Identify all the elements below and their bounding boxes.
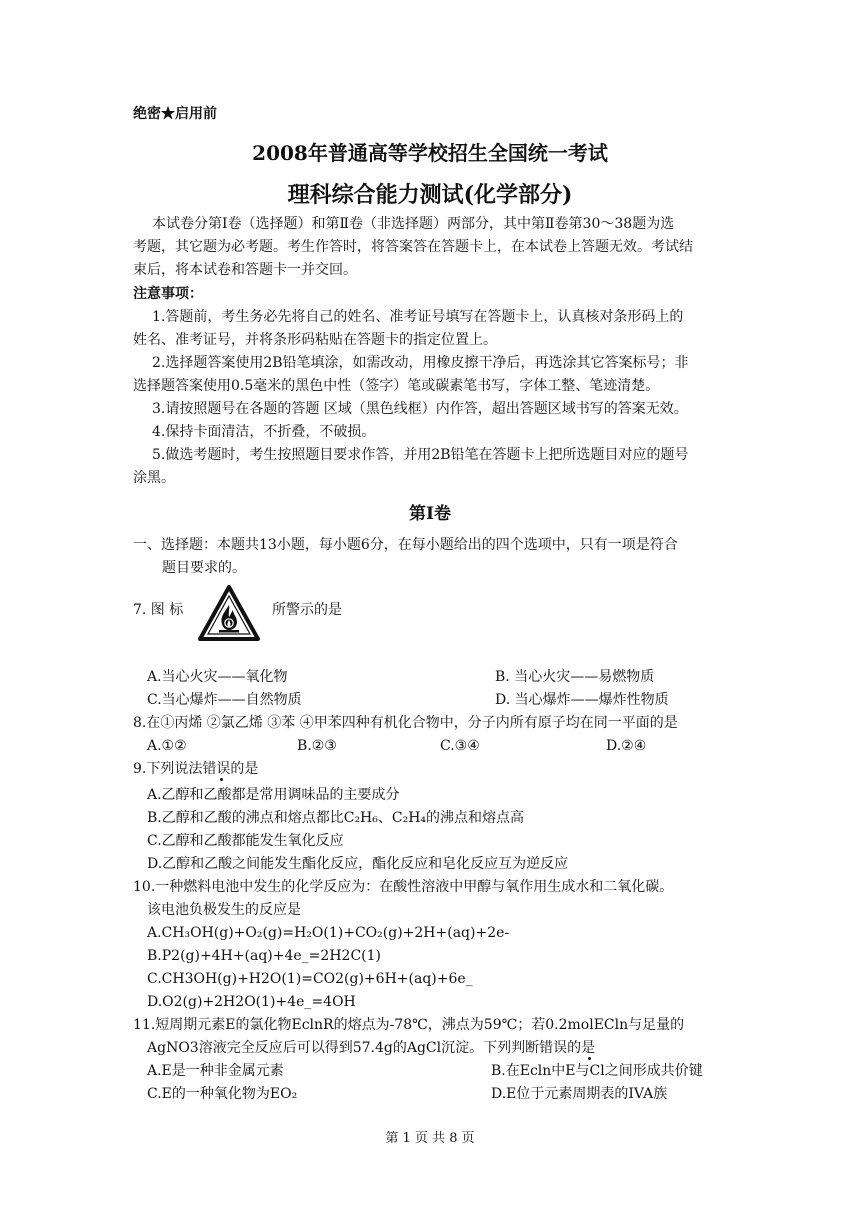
- exam-subtitle: 理科综合能力测试(化学部分): [287, 182, 573, 208]
- q7-suffix: 所警示的是: [272, 602, 342, 618]
- q11-option-d: D.E位于元素周期表的IVA族: [491, 1086, 668, 1102]
- emphasis-dot: [588, 1057, 591, 1060]
- exam-title: 2008年普通高等学校招生全国统一考试: [252, 141, 608, 165]
- note-line: 5.做选考题时，考生按照题目要求作答，并用2B铅笔在答题卡上把所选题目对应的题号: [152, 447, 689, 463]
- q10-stem: 10.一种燃料电池中发生的化学反应为：在酸性溶液中甲醇与氧作用生成水和二氧化碳。: [133, 879, 674, 895]
- q7-option-d: D. 当心爆炸——爆炸性物质: [495, 692, 669, 708]
- q10-option-c: C.CH3OH(g)+H2O(1)=CO2(g)+6H+(aq)+6e_: [147, 971, 473, 987]
- q8-option-b: B.②③: [297, 738, 337, 754]
- q11-stem-2: AgNO3溶液完全反应后可以得到57.4g的AgCl沉淀。下列判断错误的是: [147, 1040, 596, 1056]
- note-line: 2.选择题答案使用2B铅笔填涂，如需改动，用橡皮擦干净后，再选涂其它答案标号；非: [152, 355, 689, 371]
- section-title: 第Ⅰ卷: [409, 504, 451, 524]
- q8-option-a: A.①②: [147, 738, 187, 754]
- q10-option-b: B.P2(g)+4H+(aq)+4e_=2H2C(1): [147, 948, 381, 964]
- note-line: 选择题答案使用0.5毫米的黑色中性（签字）笔或碳素笔书写，字体工整、笔迹清楚。: [133, 378, 660, 394]
- q11-stem: 11.短周期元素E的氯化物EclnR的熔点为-78℃，沸点为59℃；若0.2molECln与足量的: [133, 1017, 685, 1033]
- q8-option-c: C.③④: [440, 738, 480, 754]
- intro-line: 束后，将本试卷和答题卡一并交回。: [133, 262, 357, 278]
- q7-option-c: C.当心爆炸——自然物质: [147, 692, 302, 708]
- q11-option-a: A.E是一种非金属元素: [147, 1063, 284, 1079]
- section-instruction: 一、选择题：本题共13小题，每小题6分，在每小题给出的四个选项中，只有一项是符合: [133, 537, 678, 553]
- emphasis-dot: [220, 778, 223, 781]
- q9-option-b: B.乙醇和乙酸的沸点和熔点都比C₂H₆、C₂H₄的沸点和熔点高: [147, 810, 525, 826]
- q10-option-d: D.O2(g)+2H2O(1)+4e_=4OH: [147, 994, 356, 1010]
- note-line: 姓名、准考证号，并将条形码粘贴在答题卡的指定位置上。: [133, 332, 497, 348]
- q7-prefix: 7. 图 标: [133, 602, 184, 618]
- intro-line: 考题，其它题为必考题。考生作答时，将答案答在答题卡上，在本试卷上答题无效。考试结: [133, 239, 693, 255]
- note-line: 1.答题前，考生务必先将自己的姓名、准考证号填写在答题卡上，认真核对条形码上的: [152, 309, 684, 325]
- q9-option-d: D.乙醇和乙酸之间能发生酯化反应，酯化反应和皂化反应互为逆反应: [147, 856, 569, 872]
- section-instruction: 题目要求的。: [162, 560, 246, 576]
- page-footer: 第 1 页 共 8 页: [385, 1131, 475, 1146]
- secret-label: 绝密★启用前: [133, 106, 217, 122]
- intro-line: 本试卷分第Ⅰ卷（选择题）和第Ⅱ卷（非选择题）两部分，其中第Ⅱ卷第30～38题为选: [152, 216, 675, 232]
- q10-option-a: A.CH₃OH(g)+O₂(g)=H₂O(1)+CO₂(g)+2H+(aq)+2e-: [147, 925, 510, 941]
- q8-stem: 8.在①丙烯 ②氯乙烯 ③苯 ④甲苯四种有机化合物中，分子内所有原子均在同一平面的是: [133, 715, 678, 731]
- q11-option-b: B.在Ecln中E与Cl之间形成共价键: [491, 1063, 703, 1079]
- q9-option-c: C.乙醇和乙酸都能发生氧化反应: [147, 833, 344, 849]
- q9-option-a: A.乙醇和乙酸都是常用调味品的主要成分: [147, 787, 400, 803]
- note-line: 3.请按照题号在各题的答题 区域（黑色线框）内作答，超出答题区域书写的答案无效。: [152, 401, 688, 417]
- notes-heading: 注意事项：: [133, 286, 203, 302]
- q10-stem-2: 该电池负极发生的反应是: [147, 902, 301, 918]
- q8-option-d: D.②④: [606, 738, 647, 754]
- note-line: 涂黑。: [133, 470, 175, 486]
- q9-stem: 9.下列说法错误的是: [133, 761, 259, 777]
- flammable-warning-icon: [196, 583, 262, 643]
- q7-option-a: A.当心火灾——氧化物: [147, 669, 288, 685]
- note-line: 4.保持卡面清洁，不折叠，不破损。: [152, 424, 376, 440]
- q7-option-b: B. 当心火灾——易燃物质: [495, 669, 655, 685]
- q11-option-c: C.E的一种氧化物为EO₂: [147, 1086, 298, 1102]
